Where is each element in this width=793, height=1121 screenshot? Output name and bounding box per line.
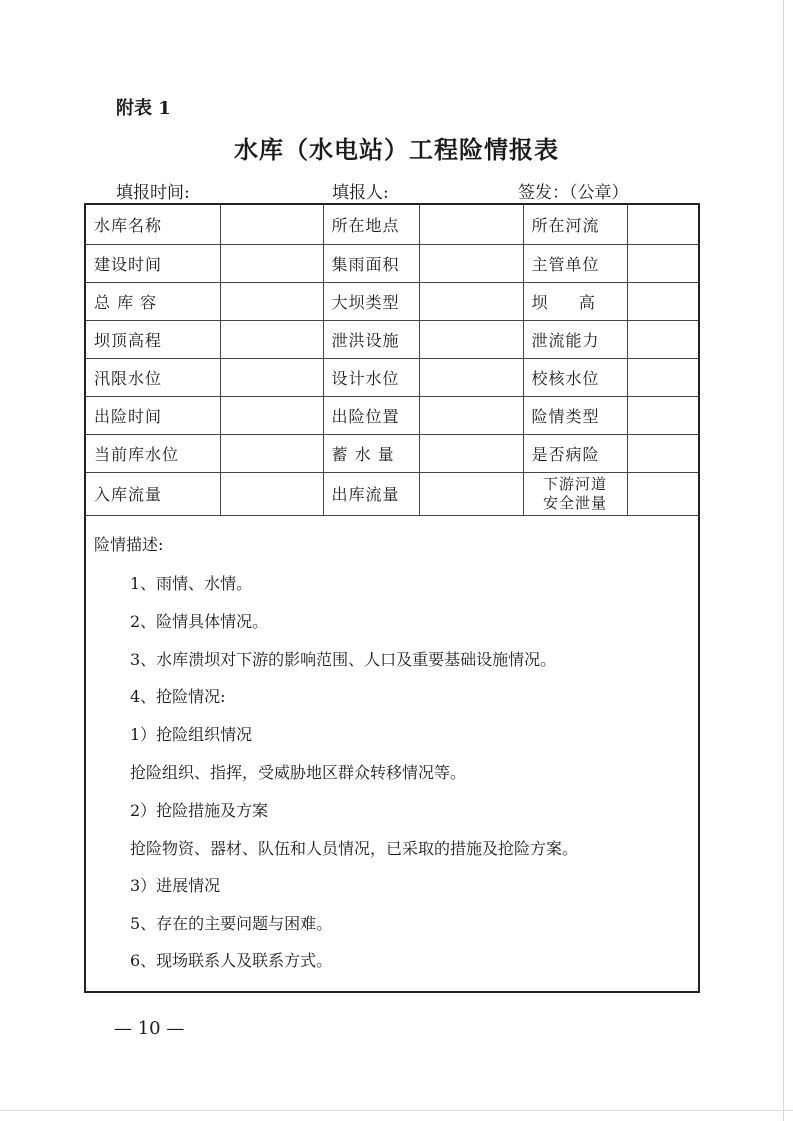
label-build-time: 建设时间	[86, 244, 220, 282]
info-grid	[86, 205, 698, 516]
table-row	[86, 434, 698, 472]
value-catchment-area[interactable]	[419, 244, 523, 282]
desc-item-rain: 1、雨情、水情。	[130, 574, 253, 593]
desc-sub-progress: 3）进展情况	[130, 876, 221, 895]
label-inflow: 入库流量	[86, 472, 220, 515]
value-incident-time[interactable]	[220, 396, 323, 434]
desc-item-problems: 5、存在的主要问题与困难。	[130, 914, 333, 933]
fill-time-label: 填报时间:	[116, 183, 190, 203]
value-build-time[interactable]	[220, 244, 323, 282]
desc-item-contact: 6、现场联系人及联系方式。	[130, 951, 333, 970]
label-safe-discharge	[523, 472, 627, 515]
value-incident-type[interactable]	[627, 396, 698, 434]
table-row	[86, 358, 698, 396]
label-safe-discharge-line1: 下游河道	[542, 474, 607, 493]
value-total-capacity[interactable]	[220, 282, 323, 320]
value-design-level[interactable]	[419, 358, 523, 396]
label-is-hazardous: 是否病险	[523, 434, 627, 472]
value-current-level[interactable]	[220, 434, 323, 472]
value-reservoir-name[interactable]	[220, 205, 323, 244]
desc-sub-measures-text: 抢险物资、器材、队伍和人员情况，已采取的措施及抢险方案。	[130, 839, 579, 858]
page-number: — 10 —	[114, 1018, 185, 1039]
value-crest-elevation[interactable]	[220, 320, 323, 358]
table-row	[86, 396, 698, 434]
desc-item-rescue: 4、抢险情况:	[130, 687, 226, 706]
appendix-label: 附表 1	[116, 98, 171, 119]
label-flood-limit-level: 汛限水位	[86, 358, 220, 396]
filler-label: 填报人:	[332, 183, 389, 203]
label-outflow: 出库流量	[323, 472, 419, 515]
desc-sub-organization: 1）抢险组织情况	[130, 725, 253, 744]
label-safe-discharge-line2: 安全泄量	[542, 493, 607, 512]
desc-item-details: 2、险情具体情况。	[130, 612, 269, 631]
value-storage[interactable]	[419, 434, 523, 472]
risk-description-heading: 险情描述:	[94, 535, 164, 554]
value-outflow[interactable]	[419, 472, 523, 515]
label-incident-position: 出险位置	[323, 396, 419, 434]
label-spillway: 泄洪设施	[323, 320, 419, 358]
value-discharge-capacity[interactable]	[627, 320, 698, 358]
value-check-level[interactable]	[627, 358, 698, 396]
value-spillway[interactable]	[419, 320, 523, 358]
label-dam-height: 坝 高	[523, 282, 627, 320]
desc-sub-organization-text: 抢险组织、指挥，受威胁地区群众转移情况等。	[130, 763, 467, 782]
value-river[interactable]	[627, 205, 698, 244]
form-title: 水库（水电站）工程险情报表	[234, 135, 559, 164]
table-row	[86, 205, 698, 244]
label-reservoir-name: 水库名称	[86, 205, 220, 244]
table-row	[86, 320, 698, 358]
issuer-seal-label: 签发：（公章）	[518, 183, 629, 203]
label-check-level: 校核水位	[523, 358, 627, 396]
value-flood-limit-level[interactable]	[220, 358, 323, 396]
label-current-level: 当前库水位	[86, 434, 220, 472]
value-inflow[interactable]	[220, 472, 323, 515]
value-incident-position[interactable]	[419, 396, 523, 434]
label-discharge-capacity: 泄流能力	[523, 320, 627, 358]
risk-description-section	[86, 515, 698, 992]
table-row	[86, 472, 698, 515]
label-design-level: 设计水位	[323, 358, 419, 396]
label-location: 所在地点	[323, 205, 419, 244]
label-authority: 主管单位	[523, 244, 627, 282]
value-dam-type[interactable]	[419, 282, 523, 320]
value-location[interactable]	[419, 205, 523, 244]
desc-sub-measures: 2）抢险措施及方案	[130, 801, 269, 820]
page-edge-bottom	[0, 1110, 793, 1111]
value-is-hazardous[interactable]	[627, 434, 698, 472]
value-authority[interactable]	[627, 244, 698, 282]
table-row	[86, 282, 698, 320]
page-edge-right	[783, 0, 784, 1121]
table-row	[86, 244, 698, 282]
risk-report-form	[84, 203, 700, 993]
value-dam-height[interactable]	[627, 282, 698, 320]
label-crest-elevation: 坝顶高程	[86, 320, 220, 358]
label-total-capacity: 总 库 容	[86, 282, 220, 320]
label-incident-type: 险情类型	[523, 396, 627, 434]
label-river: 所在河流	[523, 205, 627, 244]
label-storage: 蓄 水 量	[323, 434, 419, 472]
value-safe-discharge[interactable]	[627, 472, 698, 515]
desc-item-downstream-impact: 3、水库溃坝对下游的影响范围、人口及重要基础设施情况。	[130, 650, 557, 669]
label-catchment-area: 集雨面积	[323, 244, 419, 282]
label-dam-type: 大坝类型	[323, 282, 419, 320]
label-incident-time: 出险时间	[86, 396, 220, 434]
